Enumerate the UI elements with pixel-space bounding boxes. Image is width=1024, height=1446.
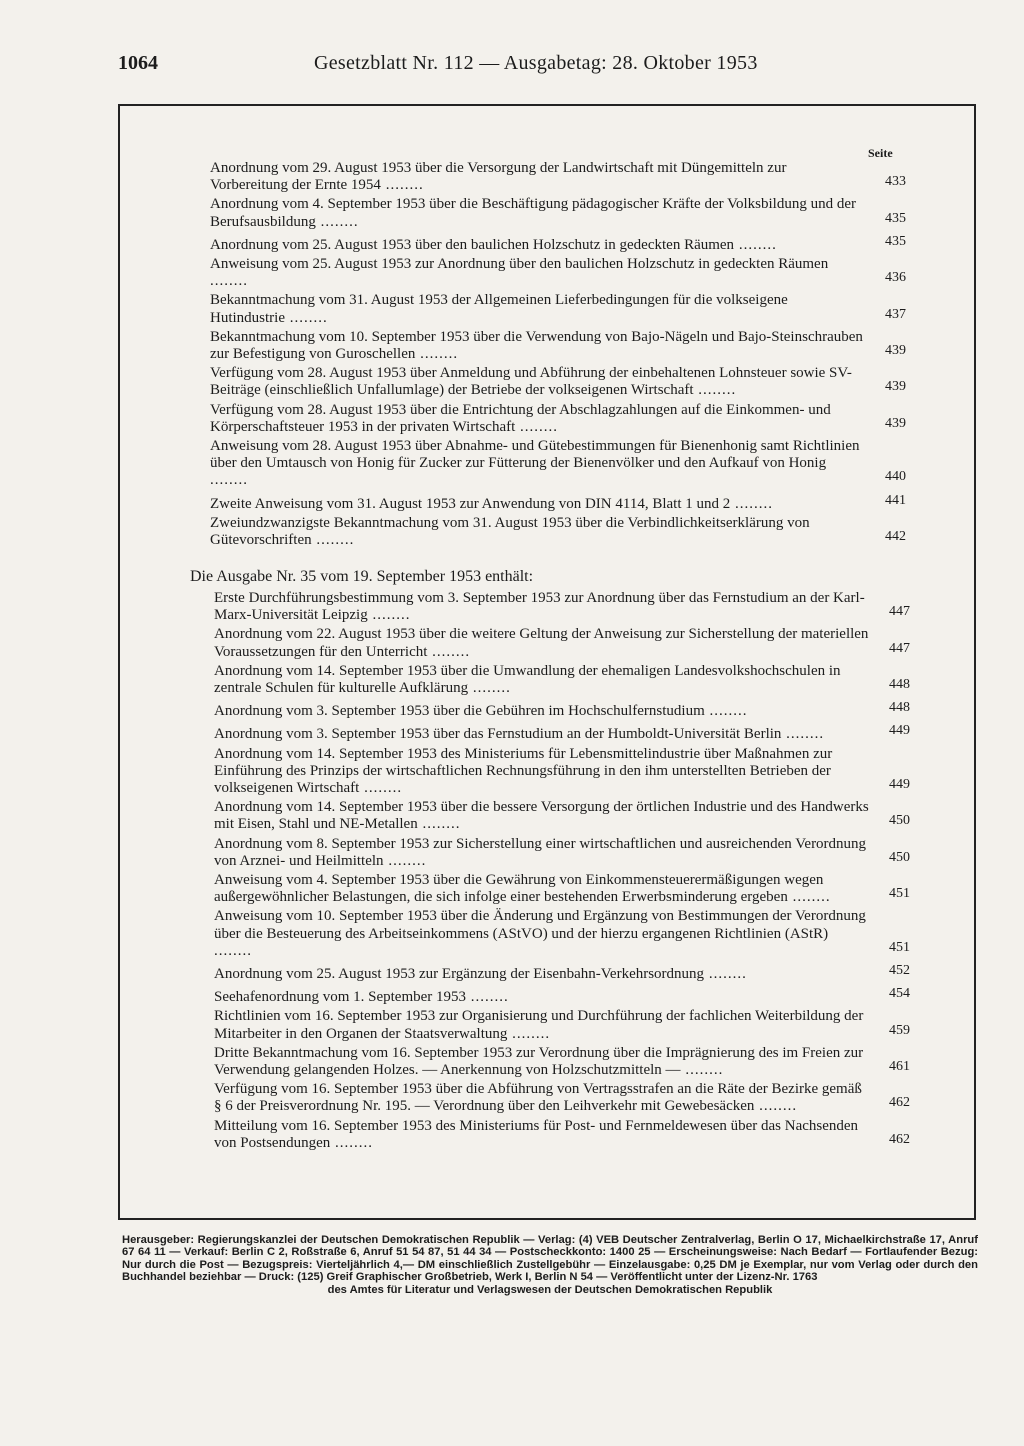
toc-entry-title: Anordnung vom 22. August 1953 über die weitere Geltung der Anweisung zur Sicherstellung der materiellen Voraussetzungen für den Unterricht [214, 626, 869, 660]
leader-dots: ........ [311, 532, 355, 549]
leader-dots: ........ [427, 643, 471, 660]
toc-entry [210, 233, 906, 254]
table-of-contents-part2 [214, 590, 910, 1154]
toc-entry-title: Bekanntmachung vom 31. August 1953 der Allgemeinen Lieferbedingungen für die volkseigene Hutindustrie [210, 292, 788, 326]
toc-page-number: 450 [889, 813, 910, 829]
toc-entry-title: Mitteilung vom 16. September 1953 des Ministeriums für Post- und Fernmeldewesen über das Nachsenden von Postsendungen [214, 1117, 859, 1151]
toc-entry-title: Zweite Anweisung vom 31. August 1953 zur Anwendung von DIN 4114, Blatt 1 und 2 [210, 495, 731, 512]
toc-entry-title: Anordnung vom 3. September 1953 über die Gebühren im Hochschulfernstudium [214, 703, 705, 720]
leader-dots: ........ [507, 1025, 551, 1042]
toc-entry [214, 663, 910, 697]
toc-page-number: 439 [885, 415, 906, 431]
toc-entry [214, 872, 910, 906]
toc-page-number: 441 [885, 492, 906, 508]
toc-page-number: 449 [889, 777, 910, 793]
toc-entry [214, 908, 910, 960]
toc-entry-title: Anweisung vom 28. August 1953 über Abnahme- und Gütebestimmungen für Bienenhonig samt Richtlinien über den Umtausch von Honig für Zucker zur Fütterung der Bienenvölker und den Aufkauf von Honig [210, 438, 860, 472]
toc-entry-title: Anordnung vom 8. September 1953 zur Sicherstellung einer wirtschaftlichen und ausreichenden Verordnung von Arznei- und Heilmitteln [214, 835, 867, 869]
page-number: 1064 [118, 52, 158, 74]
toc-page-number: 439 [885, 343, 906, 359]
leader-dots: ........ [515, 418, 559, 435]
toc-page-number: 435 [885, 210, 906, 226]
leader-dots: ........ [734, 236, 777, 253]
toc-entry [210, 292, 906, 326]
leader-dots: ........ [285, 309, 328, 326]
leader-dots: ........ [466, 989, 509, 1006]
leader-dots: ........ [787, 889, 831, 906]
toc-entry [214, 1008, 910, 1042]
leader-dots: ........ [359, 780, 403, 797]
toc-entry-title: Anordnung vom 25. August 1953 über den baulichen Holzschutz in gedeckten Räumen [210, 236, 735, 253]
leader-dots: ........ [367, 607, 411, 624]
toc-entry-title: Anweisung vom 4. September 1953 über die Gewährung von Einkommensteuerermäßigungen wegen außergewöhnlicher Belastungen, die sich infolge einer bestehenden Erwerbsminderung ergeben [214, 872, 824, 906]
toc-entry [214, 590, 910, 624]
toc-entry [214, 699, 910, 720]
toc-page-number: 442 [885, 529, 906, 545]
toc-page-number: 433 [885, 174, 906, 190]
leader-dots: ........ [730, 495, 773, 512]
page-header [118, 52, 978, 78]
toc-page-number: 435 [885, 233, 906, 249]
toc-page-number: 451 [889, 939, 910, 955]
page-column-label: Seite [868, 146, 893, 160]
toc-entry-title: Anordnung vom 14. September 1953 über die Umwandlung der ehemaligen Landesvolkshochschulen in zentrale Schulen für kulturelle Aufklärung [214, 662, 841, 697]
leader-dots: ........ [315, 213, 359, 230]
toc-page-number: 439 [885, 379, 906, 395]
toc-entry [210, 329, 906, 363]
toc-page-number: 449 [889, 723, 910, 739]
toc-page-number: 447 [889, 604, 910, 620]
leader-dots: ........ [415, 346, 459, 363]
toc-page-number: 437 [885, 306, 906, 322]
toc-page-number: 461 [889, 1059, 910, 1075]
toc-entry [210, 196, 906, 230]
toc-entry-title: Anordnung vom 14. September 1953 über die bessere Versorgung der örtlichen Industrie und des Handwerks mit Eisen, Stahl und NE-Metallen [214, 799, 869, 833]
toc-page-number: 462 [889, 1095, 910, 1111]
toc-entry [214, 1118, 910, 1152]
toc-entry-title: Anweisung vom 25. August 1953 zur Anordnung über den baulichen Holzschutz in gedeckten Räumen [210, 256, 829, 273]
toc-entry-title: Verfügung vom 28. August 1953 über die Entrichtung der Abschlagzahlungen auf die Einkommen- und Körperschaftsteuer 1953 in der privaten Wirtschaft [210, 401, 831, 435]
toc-entry-title: Anordnung vom 4. September 1953 über die Beschäftigung pädagogischer Kräfte der Volksbildung und der Berufsausbildung [210, 196, 856, 230]
toc-entry-title: Seehafenordnung vom 1. September 1953 [214, 989, 467, 1006]
leader-dots: ........ [210, 273, 248, 290]
leader-dots: ........ [380, 177, 424, 194]
toc-entry-title: Richtlinien vom 16. September 1953 zur Organisierung und Durchführung der fachlichen Weiterbildung der Mitarbeiter in den Organen der Staatsverwaltung [214, 1008, 864, 1042]
toc-entry [214, 746, 910, 798]
gazette-title: Gesetzblatt Nr. 112 — Ausgabetag: 28. Oktober 1953 [314, 52, 758, 74]
table-of-contents-part1 [210, 160, 906, 551]
toc-entry [210, 160, 906, 194]
leader-dots: ........ [704, 966, 747, 983]
toc-page-number: 436 [885, 270, 906, 286]
leader-dots: ........ [781, 726, 825, 743]
leader-dots: ........ [680, 1062, 724, 1079]
toc-entry-title: Anordnung vom 14. September 1953 des Ministeriums für Lebensmittelindustrie über Maßnahmen zur Einführung des Prinzips der wirtschaftlichen Rechnungsführung in den ihm unterstellten Betrieben der volkseigenen Wirtschaft [214, 745, 833, 797]
toc-entry [210, 402, 906, 436]
toc-entry [214, 722, 910, 743]
leader-dots: ........ [210, 472, 248, 489]
toc-page-number: 452 [889, 963, 910, 979]
toc-entry [214, 1045, 910, 1079]
toc-entry [214, 985, 910, 1006]
toc-entry-title: Anordnung vom 25. August 1953 zur Ergänzung der Eisenbahn-Verkehrsordnung [214, 966, 705, 983]
toc-entry-title: Erste Durchführungsbestimmung vom 3. September 1953 zur Anordnung über das Fernstudium an der Karl-Marx-Universität Leipzig [214, 590, 865, 624]
toc-entry [210, 515, 906, 549]
toc-entry [210, 438, 906, 490]
toc-entry [214, 836, 910, 870]
toc-entry [214, 626, 910, 660]
toc-entry-title: Bekanntmachung vom 10. September 1953 über die Verwendung von Bajo-Nägeln und Bajo-Steinschrauben zur Befestigung von Guroschellen [210, 328, 863, 363]
leader-dots: ........ [383, 852, 427, 869]
leader-dots: ........ [468, 680, 511, 697]
toc-entry-title: Anordnung vom 29. August 1953 über die Versorgung der Landwirtschaft mit Düngemitteln zur Vorbereitung der Ernte 1954 [210, 160, 787, 194]
publisher-imprint [122, 1234, 978, 1296]
toc-entry [210, 256, 906, 290]
toc-entry [214, 799, 910, 833]
toc-page-number: 447 [889, 640, 910, 656]
toc-entry-title: Verfügung vom 28. August 1953 über Anmeldung und Abführung der einbehaltenen Lohnsteuer sowie SV-Beiträge (einschließlich Unfallumlage) der Betriebe der volkseigenen Wirtschaft [210, 365, 852, 399]
toc-entry-title: Anweisung vom 10. September 1953 über die Änderung und Ergänzung von Bestimmungen der Verordnung über die Besteuerung des Arbeitseinkommens (AStVO) und der hierzu ergangenen Richtlinien (AStR) [214, 908, 866, 942]
toc-entry-title: Dritte Bekanntmachung vom 16. September 1953 zur Verordnung über die Imprägnierung des im Freien zur Verwendung gelangenden Holzes. — Anerkennung von Holzschutzmitteln — [214, 1044, 864, 1079]
leader-dots: ........ [693, 382, 737, 399]
toc-entry-title: Verfügung vom 16. September 1953 über die Abführung von Vertragsstrafen an die Räte der Bezirke gemäß § 6 der Preisverordnung Nr. 195. — Verordnung über den Leihverkehr mit Gewebesäcken [214, 1081, 862, 1115]
leader-dots: ........ [704, 703, 748, 720]
toc-page-number: 440 [885, 469, 906, 485]
toc-page-number: 462 [889, 1131, 910, 1147]
toc-page-number: 459 [889, 1022, 910, 1038]
toc-page-number: 454 [889, 986, 910, 1002]
section-heading: Die Ausgabe Nr. 35 vom 19. September 1953 enthält: [190, 568, 534, 585]
leader-dots: ........ [417, 816, 461, 833]
leader-dots: ........ [754, 1098, 798, 1115]
toc-entry-title: Zweiundzwanzigste Bekanntmachung vom 31. August 1953 über die Verbindlichkeitserklärung von Gütevorschriften [210, 514, 810, 549]
toc-entry [210, 492, 906, 513]
toc-page-number: 448 [889, 700, 910, 716]
imprint-text: Herausgeber: Regierungskanzlei der Deutschen Demokratischen Republik — Verlag: (4) VEB Deutscher Zentralverlag, Berlin O 17, Michaelkirchstraße 17, Anruf 67 64 11 — Verkauf: Berlin C 2, Roßstraße 6, Anruf 51 54 87, 51 44 34 — Postscheckkonto: 1400 25 — Erscheinungsweise: Nach Bedarf — Fortlaufender Bezug: Nur durch die Post — Bezugspreis: Vierteljährlich 4,— DM einschließlich Zustellgebühr — Einzelausgabe: 0,25 DM je Exemplar, nur vom Verlag oder durch den Buchhandel beziehbar — Druck: (125) Greif Graphischer Großbetrieb, Werk I, Berlin N 54 — Veröffentlicht unter der Lizenz-Nr. 1763 [122, 1234, 978, 1284]
leader-dots: ........ [330, 1134, 373, 1151]
toc-page-number: 448 [889, 677, 910, 693]
toc-entry [210, 365, 906, 399]
leader-dots: ........ [214, 942, 252, 959]
toc-page-number: 450 [889, 849, 910, 865]
toc-entry [214, 962, 910, 983]
toc-page-number: 451 [889, 886, 910, 902]
toc-entry-title: Anordnung vom 3. September 1953 über das Fernstudium an der Humboldt-Universität Berlin [214, 726, 782, 743]
imprint-last-line: des Amtes für Literatur und Verlagswesen der Deutschen Demokratischen Republik [327, 1283, 773, 1296]
toc-entry [214, 1081, 910, 1115]
